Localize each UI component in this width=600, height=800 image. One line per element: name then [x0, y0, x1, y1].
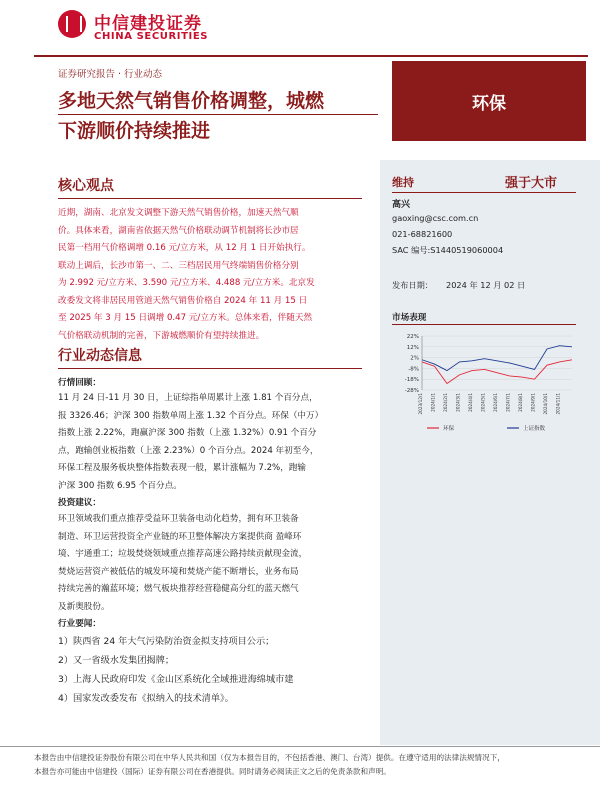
legend-label: 上证指数: [523, 426, 546, 432]
advice-line: 及新奥股份。: [58, 601, 110, 612]
x-tick-label: 2024/11/1: [555, 393, 561, 415]
x-tick-label: 2024/1/1: [430, 393, 436, 412]
y-tick-label: -8%: [408, 366, 419, 373]
y-tick-label: 22%: [406, 334, 419, 340]
rating-divider: [392, 192, 576, 193]
x-tick-label: 2024/2/1: [443, 393, 448, 412]
core-view-line: 气价格联动机制的完善，下游城燃顺价有望持续推进。: [58, 330, 265, 341]
x-tick-label: 2024/3/1: [455, 393, 461, 412]
market-heading: 市场表现: [392, 313, 427, 323]
core-view-line: 至 2025 年 3 月 15 日调增 0.47 元/立方米。总体来看，伴随天然: [58, 313, 313, 323]
title-line-1: 多地天然气销售价格调整，城燃: [58, 90, 325, 112]
review-line: 报 3326.46；沪深 300 指数单周上涨 1.32 个百分点。环保（中万）: [58, 410, 324, 421]
core-view-line: 为 2.992 元/立方米、3.590 元/立方米、4.488 元/立方米。北京发: [58, 278, 315, 288]
advice-line: 制造、环卫运营投资全产业链的环卫整体解决方案提供商 盈峰环: [58, 531, 302, 542]
market-chart: [392, 330, 582, 438]
news-item: 2）又一省级水发集团揭牌；: [58, 655, 175, 666]
x-tick-label: 2024/7/1: [505, 393, 511, 412]
core-view-line: 近期，湖南、北京发文调整下游天然气销售价格，加速天然气顺: [58, 208, 299, 218]
industry-heading: 行业动态信息: [58, 348, 142, 364]
analyst-phone: 021-68821600: [392, 229, 453, 239]
review-line: 点，跑输创业板指数（上涨 2.23%）0 个百分点。2024 年初至今，: [58, 445, 319, 456]
x-tick-label: 2024/5/1: [480, 393, 486, 412]
publish-date: 2024 年 12 月 02 日: [446, 280, 526, 290]
sector-badge: 环保: [392, 61, 586, 141]
news-item: 4）国家发改委发布《拟纳入的技术清单》。: [58, 693, 234, 704]
analyst-email[interactable]: gaoxing@csc.com.cn: [392, 213, 479, 223]
x-tick-label: 2024/8/1: [518, 393, 523, 412]
industry-divider: [58, 368, 362, 369]
review-label: 行情回顾：: [58, 378, 101, 388]
disclaimer-line-2: 本报告亦可能由中信建投（国际）证券有限公司在香港提供。同时请务必阅读正文之后的免责条款和声明。: [34, 767, 391, 776]
news-item: 1）陕西省 24 年大气污染防治资金拟支持项目公示；: [58, 636, 275, 647]
publish-date-label: 发布日期：: [392, 280, 433, 290]
y-tick-label: -18%: [404, 377, 419, 384]
review-line: 沪深 300 指数 6.95 个百分点。: [58, 480, 182, 491]
logo-icon: [58, 10, 86, 38]
core-view-line: 价。具体来看，湖南省依据天然气价格联动调节机制将长沙市居: [58, 225, 299, 236]
x-tick-label: 2023/12/1: [418, 393, 423, 415]
advice-line: 环卫领域我们重点推荐受益环卫装备电动化趋势，拥有环卫装备: [58, 514, 299, 524]
x-tick-label: 2024/4/1: [468, 393, 473, 412]
header-rule: [34, 55, 588, 57]
y-tick-label: 2%: [410, 355, 419, 362]
footer-divider: [0, 746, 600, 747]
advice-line: 持续完善的瀚蓝环境；燃气板块推荐经营稳健高分红的蓝天燃气: [58, 584, 299, 594]
core-view-line: 民第一档用气价格调增 0.16 元/立方米，从 12 月 1 日开始执行。: [58, 243, 311, 253]
market-divider: [392, 324, 576, 325]
x-tick-label: 2024/10/1: [543, 393, 548, 415]
core-view-line: 联动上调后，长沙市第一、二、三档居民用气终端销售价格分别: [58, 260, 299, 271]
y-tick-label: 12%: [406, 344, 419, 351]
rating-action: 维持: [392, 176, 414, 189]
core-view-heading: 核心观点: [58, 178, 114, 194]
rating-value: 强于大市: [505, 176, 558, 191]
x-tick-label: 2024/6/1: [493, 393, 498, 412]
advice-line: 焚烧运营资产被低估的城发环境和焚烧产能不断增长，业务布局: [58, 566, 299, 577]
x-tick-label: 2024/9/1: [530, 393, 536, 412]
core-view-divider: [58, 198, 362, 199]
review-line: 11 月 24 日-11 月 30 日，上证综指单周累计上涨 1.81 个百分点，: [58, 393, 318, 403]
brand-name-cn: 中信建投证券: [94, 14, 202, 34]
legend-label: 环保: [443, 426, 455, 432]
news-label: 行业要闻：: [58, 619, 101, 629]
title-divider: [58, 114, 378, 115]
review-line: 指数上涨 2.22%，跑赢沪深 300 指数（上涨 1.32%）0.91 个百分: [58, 428, 317, 438]
report-title: [58, 86, 324, 146]
review-line: 环保工程及服务板块整体指数表现一般，累计涨幅为 7.2%，跑输: [58, 463, 307, 473]
advice-line: 境、宇通重工；垃圾焚烧领域重点推荐高速公路持续贡献现金流，: [58, 549, 308, 559]
title-line-2: 下游顺价持续推进: [58, 120, 211, 142]
core-view-line: 改委发文将非居民用管道天然气销售价格自 2024 年 11 月 15 日: [58, 295, 308, 306]
y-tick-label: -28%: [404, 388, 419, 394]
series-line-0: [422, 360, 572, 384]
disclaimer-line-1: 本报告由中信建投证券股份有限公司在中华人民共和国（仅为本报告目的，不包括香港、澳门、台湾）提供。在遵守适用的法律法规情况下，: [34, 753, 505, 762]
analyst-sac: SAC 编号:S1440519060004: [392, 245, 504, 255]
report-type: 证券研究报告 · 行业动态: [58, 69, 163, 80]
core-view-body: [58, 205, 370, 345]
advice-label: 投资建议：: [58, 498, 101, 508]
analyst-name: 高兴: [392, 200, 411, 210]
industry-body: [58, 376, 370, 708]
brand-name-en: CHINA SECURITIES: [94, 31, 209, 42]
news-item: 3）上海人民政府印发《金山区系统化全域推进海绵城市建: [58, 674, 294, 685]
series-line-1: [422, 346, 572, 371]
